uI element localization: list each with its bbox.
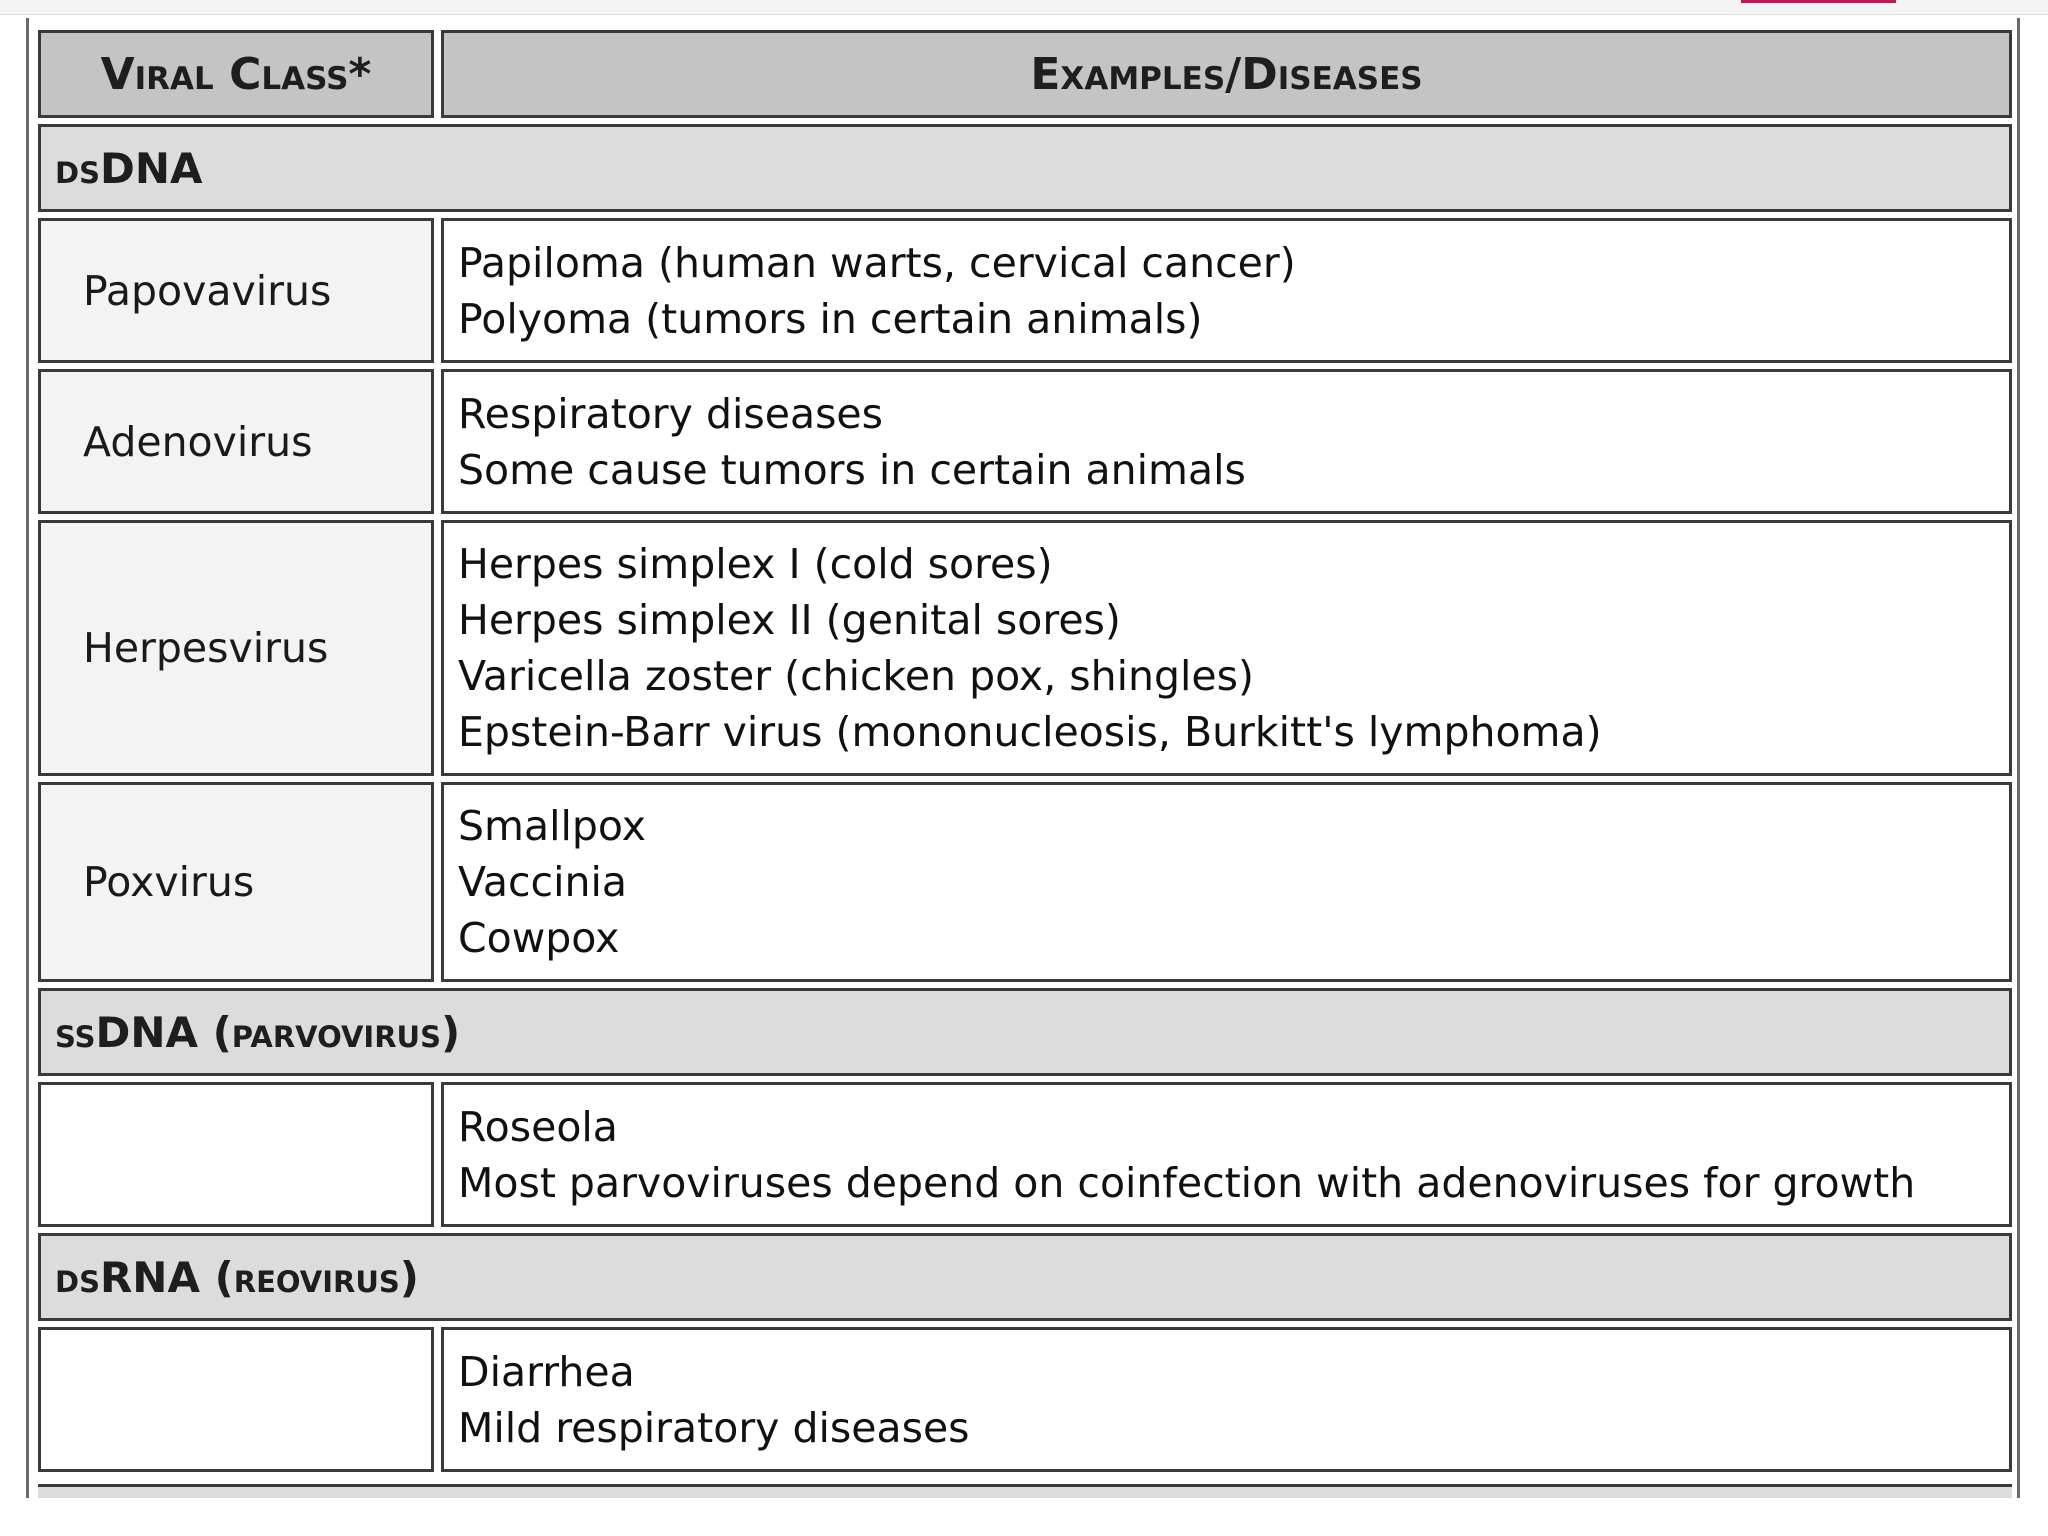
example-line: Most parvoviruses depend on coinfection with adenoviruses for growth <box>458 1158 1916 1207</box>
viral-class-name: Adenovirus <box>83 417 313 466</box>
examples-cell <box>441 520 2012 776</box>
section-title: ssDNA (parvovirus) <box>55 1007 461 1057</box>
viral-class-name: Papovavirus <box>83 266 332 315</box>
examples-list <box>458 1099 1915 1211</box>
column-header-examples <box>441 30 2012 118</box>
example-line: Roseola <box>458 1102 618 1151</box>
example-line: Some cause tumors in certain animals <box>458 445 1246 494</box>
viral-class-name: Herpesvirus <box>83 624 329 672</box>
viral-class-cell <box>38 782 434 982</box>
example-line: Herpes simplex II (genital sores) <box>458 596 1121 644</box>
example-line: Polyoma (tumors in certain animals) <box>458 294 1203 343</box>
example-line: Vaccinia <box>458 858 627 906</box>
example-line: Varicella zoster (chicken pox, shingles) <box>458 652 1254 700</box>
example-line: Cowpox <box>458 914 620 962</box>
examples-cell <box>441 782 2012 982</box>
viral-class-cell <box>38 218 434 363</box>
next-section-header-cutoff <box>38 1484 2012 1498</box>
examples-cell <box>441 369 2012 514</box>
example-line: Papiloma (human warts, cervical cancer) <box>458 238 1296 287</box>
top-accent-bar <box>1741 0 1896 3</box>
example-line: Epstein-Barr virus (mononucleosis, Burkitt's lymphoma) <box>458 708 1602 756</box>
viral-class-cell <box>38 1082 434 1227</box>
viral-classes-table <box>26 18 2020 1498</box>
column-header-viral-class <box>38 30 434 118</box>
example-line: Smallpox <box>458 802 646 850</box>
examples-list <box>458 536 1602 760</box>
examples-list <box>458 235 1296 347</box>
column-header-examples-text: Examples/Diseases <box>1030 48 1423 100</box>
viral-class-cell <box>38 1327 434 1472</box>
viral-class-cell <box>38 369 434 514</box>
column-header-viral-class-text: Viral Class* <box>100 48 372 100</box>
examples-list <box>458 386 1246 498</box>
examples-cell <box>441 218 2012 363</box>
examples-cell <box>441 1082 2012 1227</box>
section-title: dsDNA <box>55 143 203 193</box>
section-header-dsdna <box>38 124 2012 212</box>
example-line: Mild respiratory diseases <box>458 1403 970 1452</box>
example-line: Respiratory diseases <box>458 389 884 438</box>
section-title: dsRNA (reovirus) <box>55 1252 419 1302</box>
examples-list <box>458 798 646 966</box>
example-line: Herpes simplex I (cold sores) <box>458 540 1053 588</box>
viral-class-name: Poxvirus <box>83 858 255 906</box>
examples-cell <box>441 1327 2012 1472</box>
viral-class-cell <box>38 520 434 776</box>
examples-list <box>458 1344 970 1456</box>
example-line: Diarrhea <box>458 1347 635 1396</box>
section-header-ssdna <box>38 988 2012 1076</box>
section-header-dsrna <box>38 1233 2012 1321</box>
